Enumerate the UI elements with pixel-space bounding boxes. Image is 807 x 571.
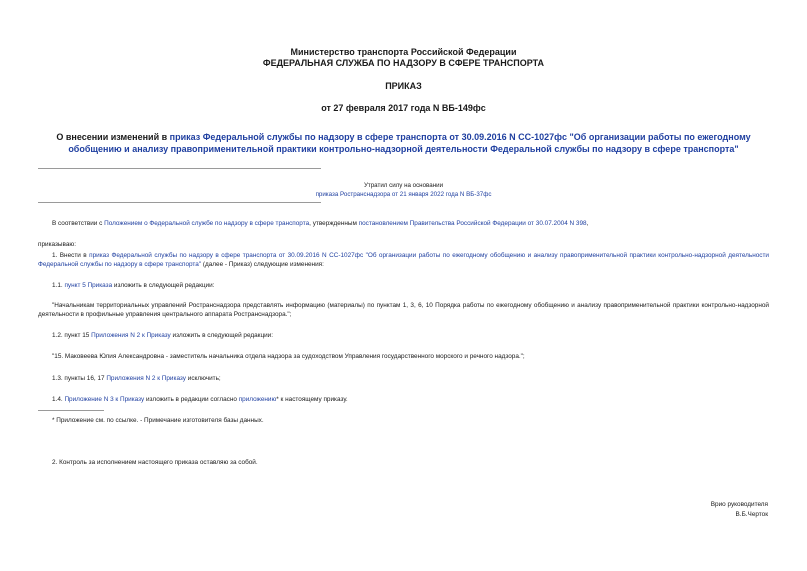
status-rule-top — [38, 168, 321, 169]
paragraph-1 — [38, 251, 769, 269]
document-title — [55, 131, 752, 155]
status-note-link[interactable]: приказа Ространснадзора от 21 января 2022 года N ВБ-37фс — [315, 191, 492, 198]
paragraph-1-1-quote: "Начальникам территориальных управлений Ространснадзора представлять информацию (материалы) по пунктам 1, 3, 6, 10 Порядка работы по ежегодному обобщению и анализу правоприменительной практики контрольно-надзорной деятельности в профильные управления центрального аппарата Ространснадзора."; — [38, 302, 769, 318]
p14-mid: изложить в редакции согласно — [144, 396, 239, 403]
p12-suffix: изложить в следующей редакции: — [170, 332, 274, 339]
paragraph-1-1 — [52, 281, 214, 290]
signature-name: В.Б.Черток — [735, 511, 768, 518]
doc-date: от 27 февраля 2017 года N ВБ-149фс — [321, 103, 486, 113]
p14-suffix: * к настоящему приказу. — [276, 396, 348, 403]
p11-suffix: изложить в следующей редакции: — [112, 282, 215, 289]
intro-prefix: В соответствии с — [52, 220, 105, 227]
service-name: ФЕДЕРАЛЬНАЯ СЛУЖБА ПО НАДЗОРУ В СФЕРЕ ТРАНСПОРТА — [262, 58, 545, 68]
ministry-name: Министерство транспорта Российской Федерации — [290, 47, 517, 57]
intro-link-regulation[interactable]: Положением о Федеральной службе по надзору в сфере транспорта — [104, 220, 310, 227]
order-word: приказываю: — [38, 241, 76, 248]
signature-position: Врио руководителя — [710, 501, 768, 508]
p14-prefix: 1.4. — [52, 396, 65, 403]
paragraph-1-2-quote: "15. Маковеева Юлия Александровна - заместитель начальника отдела надзора за судоходством Управления государственного морского и речного надзора."; — [52, 353, 525, 360]
paragraph-1-4 — [52, 395, 348, 404]
p12-link[interactable]: Приложения N 2 к Приказу — [91, 332, 171, 339]
p1-link[interactable]: приказ Федеральной службы по надзору в сфере транспорта от 30.09.2016 N СС-1027фс "Об организации работы по ежегодному обобщению и анализу правоприменительной практики контрольно-надзорной деятельности Федеральной службы по надзору в сфере транспорта" — [38, 252, 769, 268]
p13-prefix: 1.3. пункты 16, 17 — [52, 375, 107, 382]
p12-prefix: 1.2. пункт 15 — [52, 332, 92, 339]
footnote-rule — [38, 410, 104, 411]
p1-suffix: (далее - Приказ) следующие изменения: — [201, 261, 324, 268]
paragraph-2: 2. Контроль за исполнением настоящего приказа оставляю за собой. — [52, 459, 258, 466]
title-prefix: О внесении изменений в — [56, 132, 170, 142]
p11-prefix: 1.1. — [52, 282, 65, 289]
p13-link[interactable]: Приложения N 2 к Приказу — [106, 375, 186, 382]
intro-link-decree[interactable]: постановлением Правительства Российской Федерации от 30.07.2004 N 398 — [358, 220, 587, 227]
intro-paragraph — [52, 219, 767, 228]
p14-link-attachment[interactable]: приложению — [238, 396, 277, 403]
p14-link-appendix[interactable]: Приложение N 3 к Приказу — [64, 396, 145, 403]
p1-prefix: 1. Внести в — [52, 252, 90, 259]
paragraph-1-2 — [52, 331, 273, 340]
status-rule-bottom — [38, 202, 321, 203]
p13-suffix: исключить; — [185, 375, 221, 382]
paragraph-1-3 — [52, 374, 221, 383]
status-note-line1: Утратил силу на основании — [363, 182, 444, 189]
doc-type: ПРИКАЗ — [385, 81, 422, 91]
intro-suffix: , — [586, 220, 589, 227]
intro-mid: , утвержденным — [309, 220, 359, 227]
p11-link[interactable]: пункт 5 Приказа — [64, 282, 113, 289]
title-link[interactable]: приказ Федеральной службы по надзору в сфере транспорта от 30.09.2016 N СС-1027фс "Об организации работы по ежегодному обобщению и анализу правоприменительной практики контрольно-надзорной деятельности Федеральной службы по надзору в сфере транспорта" — [68, 132, 751, 154]
footnote: * Приложение см. по ссылке. - Примечание изготовителя базы данных. — [52, 417, 264, 424]
